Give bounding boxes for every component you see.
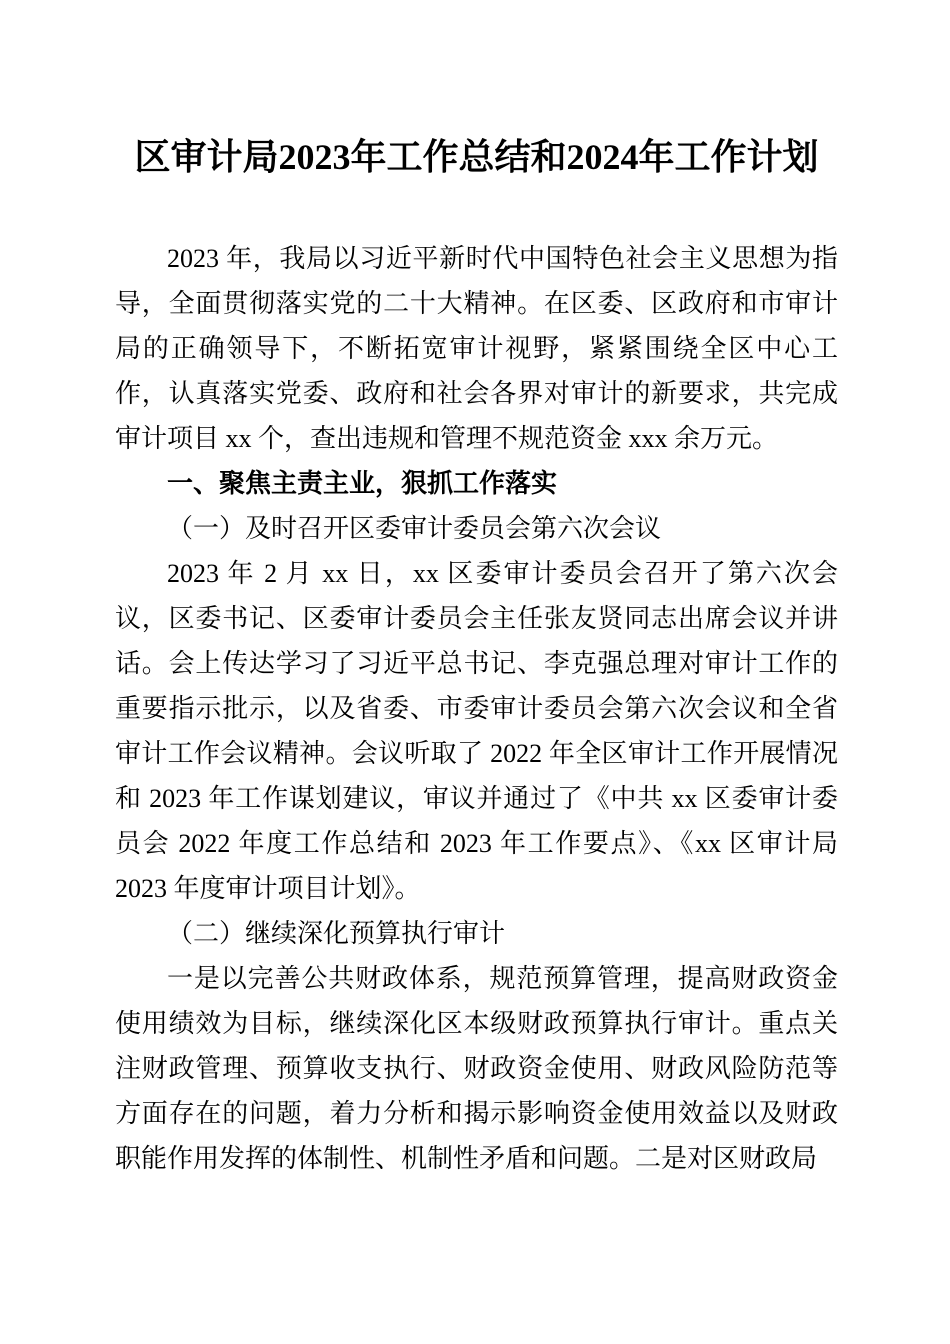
subsection-1-2-paragraph: 一是以完善公共财政体系，规范预算管理，提高财政资金使用绩效为目标，继续深化区本级财政预算执行审计。重点关注财政管理、预算收支执行、财政资金使用、财政风险防范等方面存在的问题，着力分析和揭示影响资金使用效益以及财政职能作用发挥的体制性、机制性矛盾和问题。二是对区财政局 xyxy=(115,964,838,1173)
intro-paragraph: 2023 年，我局以习近平新时代中国特色社会主义思想为指导，全面贯彻落实党的二十大精神。在区委、区政府和市审计局的正确领导下，不断拓宽审计视野，紧紧围绕全区中心工作，认真落实党委、政府和社会各界对审计的新要求，共完成审计项目 xx 个，查出违规和管理不规范资金 xxx 余万元。 xyxy=(115,244,838,453)
document-title: 区审计局2023年工作总结和2024年工作计划 xyxy=(134,137,819,177)
subsection-heading-1-1: （一）及时召开区委审计委员会第六次会议 xyxy=(167,514,662,543)
subsection-1-1-paragraph: 2023 年 2 月 xx 日，xx 区委审计委员会召开了第六次会议，区委书记、区委审计委员会主任张友贤同志出席会议并讲话。会上传达学习了习近平总书记、李克强总理对审计工作的重要指示批示，以及省委、市委审计委员会第六次会议和全省审计工作会议精神。会议听取了 2022 年全区审计工作开展情况和 2023 年工作谋划建议，审议并通过了《中共 xx 区委审计委员会 2022 年度工作总结和 2023 年工作要点》、《xx 区审计局 2023 年度审计项目计划》。 xyxy=(115,559,838,903)
subsection-heading-1-2: （二）继续深化预算执行审计 xyxy=(167,919,506,948)
section-heading-1: 一、聚焦主责主业，狠抓工作落实 xyxy=(167,468,558,498)
